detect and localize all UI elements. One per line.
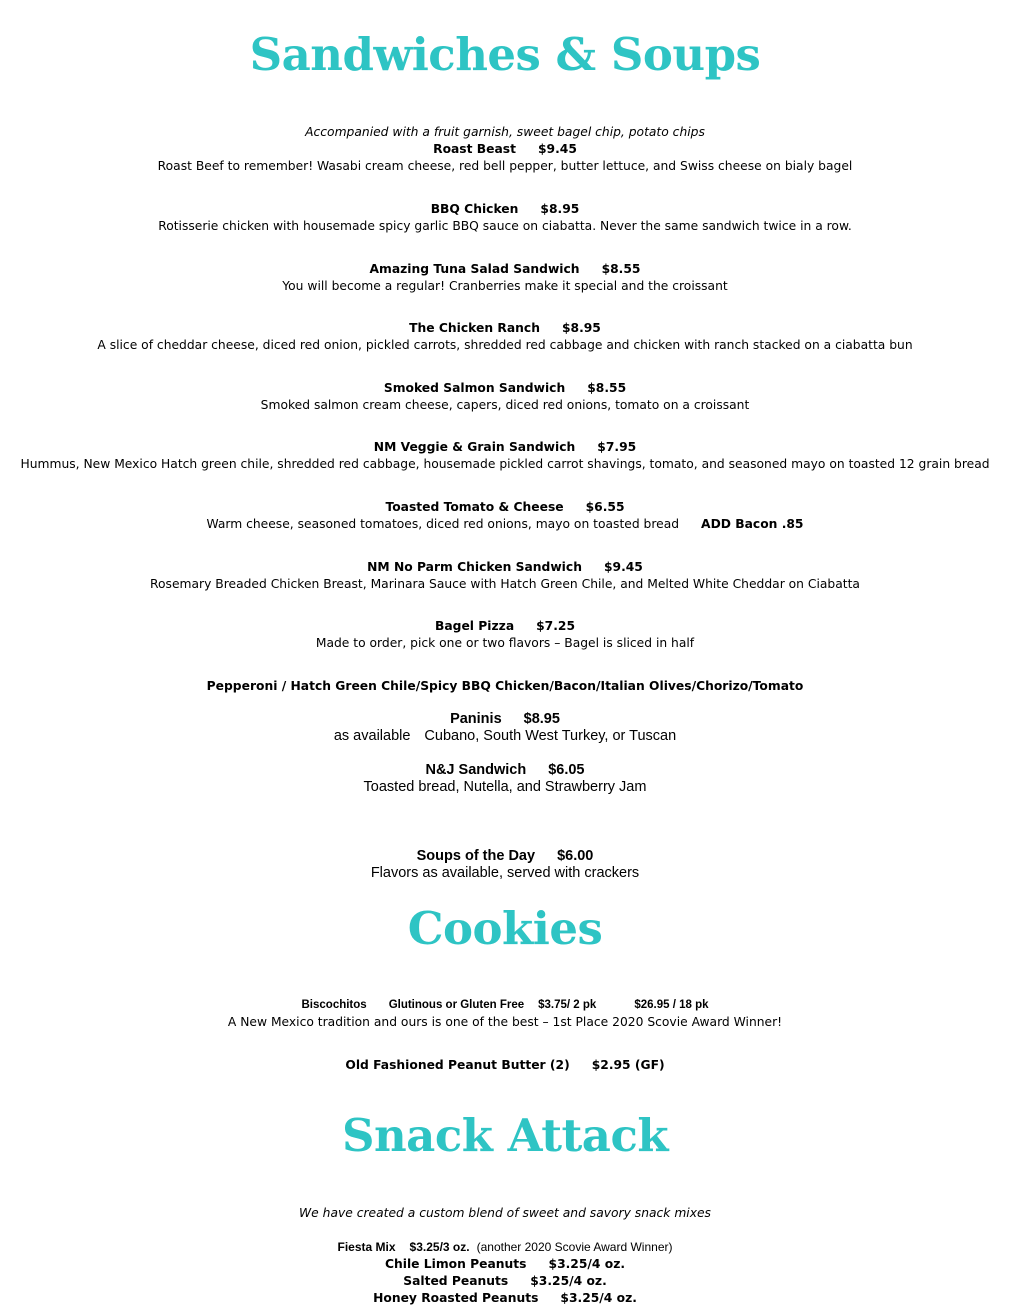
item-price: $3.25/4 oz. bbox=[560, 1291, 637, 1305]
bacon-addon: ADD Bacon .85 bbox=[701, 517, 804, 531]
item-price: $3.25/4 oz. bbox=[530, 1274, 607, 1288]
item-name: The Chicken Ranch bbox=[409, 321, 540, 335]
item-price: $9.45 bbox=[603, 560, 643, 574]
menu-item-tuna-salad bbox=[0, 261, 1010, 278]
menu-item-bagel-pizza bbox=[0, 618, 1010, 635]
item-price: $2.95 (GF) bbox=[591, 1058, 665, 1072]
menu-item-nm-veggie bbox=[0, 439, 1010, 456]
sandwiches-soups-heading: Sandwiches & Soups bbox=[249, 28, 761, 81]
snacks-intro: We have created a custom blend of sweet and savory snack mixes bbox=[299, 1206, 711, 1220]
item-price: $8.95 bbox=[561, 321, 601, 335]
item-name: Roast Beast bbox=[433, 142, 516, 156]
menu-item-nj-sandwich bbox=[0, 762, 1010, 779]
menu-item-chicken-ranch bbox=[0, 320, 1010, 337]
item-price: $7.95 bbox=[597, 440, 637, 454]
item-price: $3.25/3 oz. bbox=[409, 1240, 470, 1254]
item-name: NM Veggie & Grain Sandwich bbox=[373, 440, 576, 454]
menu-item-paninis bbox=[0, 711, 1010, 728]
item-description: Warm cheese, seasoned tomatoes, diced red onions, mayo on toasted bread bbox=[206, 517, 680, 531]
menu-item-fiesta-mix bbox=[0, 1239, 1010, 1256]
item-description: Hummus, New Mexico Hatch green chile, shredded red cabbage, housemade pickled carrot shavings, tomato, and seasoned mayo on toasted 12 grain bread bbox=[20, 457, 990, 471]
item-description: Rosemary Breaded Chicken Breast, Marinara Sauce with Hatch Green Chile, and Melted White Cheddar on Ciabatta bbox=[150, 577, 860, 591]
item-description: Made to order, pick one or two flavors – Bagel is sliced in half bbox=[315, 636, 695, 650]
item-name: Toasted Tomato & Cheese bbox=[385, 500, 564, 514]
item-price-large: $26.95 / 18 pk bbox=[634, 999, 709, 1011]
item-name: Biscochitos bbox=[301, 999, 367, 1011]
item-name: Bagel Pizza bbox=[434, 619, 515, 633]
item-name: Smoked Salmon Sandwich bbox=[383, 381, 566, 395]
menu-item-toasted-tomato bbox=[0, 499, 1010, 516]
item-description: Cubano, South West Turkey, or Tuscan bbox=[424, 728, 677, 744]
item-description: You will become a regular! Cranberries make it special and the croissant bbox=[282, 279, 728, 293]
item-price: $8.55 bbox=[601, 262, 641, 276]
item-price: $3.25/4 oz. bbox=[548, 1257, 626, 1271]
item-description: Toasted bread, Nutella, and Strawberry Jam bbox=[363, 779, 647, 795]
award-note: (another 2020 Scovie Award Winner) bbox=[476, 1240, 673, 1254]
cookies-heading: Cookies bbox=[407, 902, 603, 955]
item-option: Glutinous or Gluten Free bbox=[388, 999, 525, 1011]
item-price: $8.95 bbox=[540, 202, 580, 216]
item-name: BBQ Chicken bbox=[430, 202, 519, 216]
item-price: $8.95 bbox=[523, 711, 560, 727]
item-description: Roast Beef to remember! Wasabi cream cheese, red bell pepper, butter lettuce, and Swiss cheese on bialy bagel bbox=[157, 159, 853, 173]
item-price: $9.45 bbox=[538, 142, 577, 156]
pizza-flavors: Pepperoni / Hatch Green Chile/Spicy BBQ Chicken/Bacon/Italian Olives/Chorizo/Tomato bbox=[206, 679, 804, 693]
item-description: Flavors as available, served with crackers bbox=[370, 865, 640, 881]
item-price-small: $3.75/ 2 pk bbox=[538, 999, 597, 1011]
item-description: A slice of cheddar cheese, diced red onion, pickled carrots, shredded red cabbage and chicken with ranch stacked on a ciabatta bun bbox=[97, 338, 913, 352]
item-name: Fiesta Mix bbox=[337, 1240, 396, 1254]
sandwiches-intro: Accompanied with a fruit garnish, sweet bagel chip, potato chips bbox=[305, 125, 705, 139]
menu-item-soups bbox=[0, 848, 1010, 865]
item-name: Salted Peanuts bbox=[403, 1274, 509, 1288]
item-name: Old Fashioned Peanut Butter (2) bbox=[345, 1058, 570, 1072]
item-description: Rotisserie chicken with housemade spicy garlic BBQ sauce on ciabatta. Never the same sandwich twice in a row. bbox=[158, 219, 852, 233]
menu-item-chile-limon-peanuts bbox=[0, 1256, 1010, 1273]
menu-item-no-parm-chicken bbox=[0, 559, 1010, 576]
item-price: $6.05 bbox=[548, 762, 585, 778]
menu-item-bbq-chicken bbox=[0, 201, 1010, 218]
item-name: Chile Limon Peanuts bbox=[384, 1257, 527, 1271]
menu-item-roast-beast bbox=[0, 141, 1010, 158]
menu-item-honey-roasted-peanuts bbox=[0, 1290, 1010, 1307]
item-price: $6.55 bbox=[585, 500, 625, 514]
menu-item-peanut-butter bbox=[0, 1057, 1010, 1074]
menu-item-salted-peanuts bbox=[0, 1273, 1010, 1290]
paninis-description bbox=[0, 728, 1010, 745]
menu-item-smoked-salmon bbox=[0, 380, 1010, 397]
availability-note: as available bbox=[333, 728, 411, 744]
item-description: A New Mexico tradition and ours is one of the best – 1st Place 2020 Scovie Award Winner! bbox=[227, 1015, 783, 1029]
item-name: N&J Sandwich bbox=[425, 762, 527, 778]
item-price: $6.00 bbox=[557, 848, 594, 864]
item-name: NM No Parm Chicken Sandwich bbox=[367, 560, 582, 574]
item-price: $7.25 bbox=[536, 619, 576, 633]
item-name: Honey Roasted Peanuts bbox=[373, 1291, 539, 1305]
item-name: Soups of the Day bbox=[416, 848, 536, 864]
item-description-row bbox=[0, 516, 1010, 533]
menu-item-biscochitos bbox=[0, 997, 1010, 1014]
item-description: Smoked salmon cream cheese, capers, diced red onions, tomato on a croissant bbox=[260, 398, 750, 412]
item-price: $8.55 bbox=[587, 381, 627, 395]
item-name: Amazing Tuna Salad Sandwich bbox=[369, 262, 580, 276]
snack-attack-heading: Snack Attack bbox=[341, 1109, 669, 1162]
item-name: Paninis bbox=[450, 711, 502, 727]
